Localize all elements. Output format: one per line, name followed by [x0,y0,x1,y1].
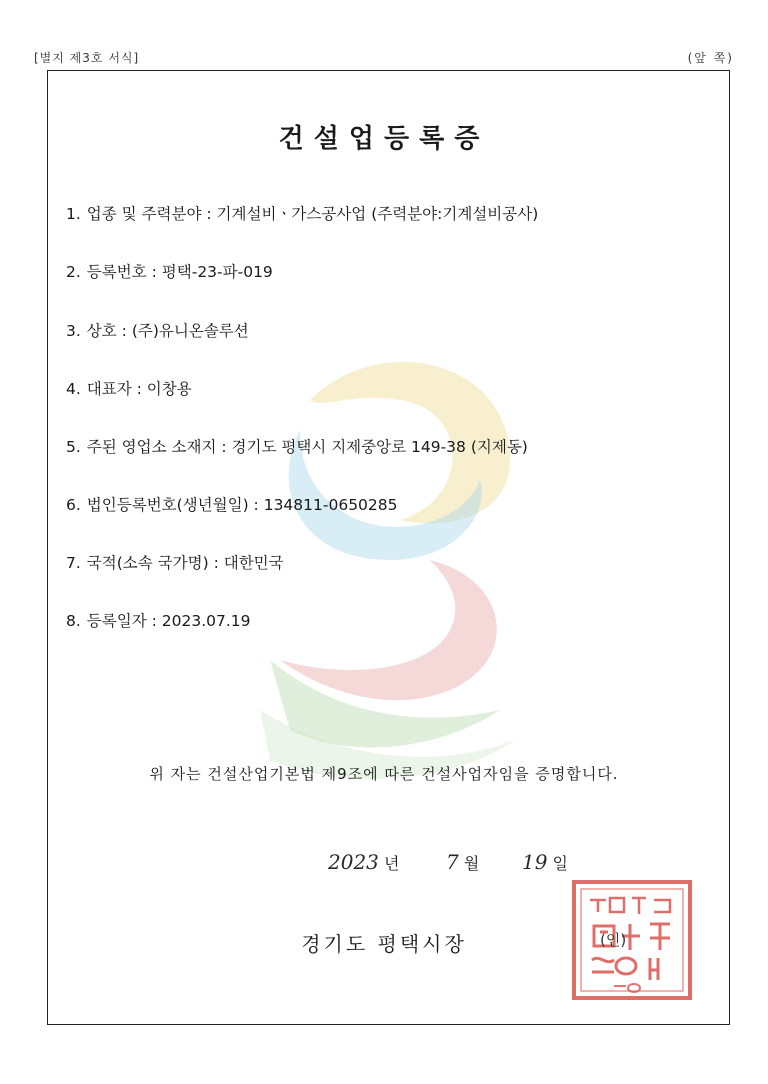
document-title: 건설업등록증 [278,124,490,154]
item-value: 134811-0650285 [263,496,398,514]
date-year [328,850,399,874]
date-year-unit: 년 [384,854,400,873]
item-value: 평택-23-파-019 [161,263,273,281]
item-number: 2. [66,263,81,281]
item-office-address: 5. 주된 영업소 소재지 : 경기도 평택시 지제중앙로 149-38 (지제동) [66,438,528,456]
date-day [522,850,568,874]
item-number: 1. [66,205,81,223]
date-day-unit: 일 [552,854,569,873]
item-label: 등록일자 [86,612,147,630]
item-corporate-number: 6. 법인등록번호(생년월일) : 134811-0650285 [66,496,398,514]
item-number: 3. [66,322,81,340]
item-label: 국적(소속 국가명) [86,554,209,572]
date-day-value: 19 [522,850,548,874]
item-value: 대한민국 [223,554,284,572]
issuer-name: 경기도 평택시장 [301,932,467,956]
date-month-unit: 월 [463,854,480,873]
date-year-value: 2023 [328,850,379,874]
seal-placeholder: (인) [600,931,627,949]
item-value: 2023.07.19 [161,612,251,630]
item-number: 6. [66,496,81,514]
official-seal [570,878,694,1002]
item-label: 법인등록번호(생년월일) [86,496,249,514]
item-number: 5. [66,438,81,456]
item-business-type: 1. 업종 및 주력분야 : 기계설비ㆍ가스공사업 (주력분야:기계설비공사) [66,205,539,223]
item-representative: 4. 대표자 : 이창용 [66,380,192,398]
item-company-name: 3. 상호 : (주)유니온솔루션 [66,322,249,340]
item-registration-date: 8. 등록일자 : 2023.07.19 [66,612,251,630]
item-label: 상호 [86,322,117,340]
item-label: 대표자 [86,380,132,398]
item-label: 등록번호 [86,263,147,281]
item-value: 경기도 평택시 지제중앙로 149-38 (지제동) [231,438,528,456]
item-label: 업종 및 주력분야 [86,205,202,223]
date-month-value: 7 [446,850,459,874]
item-value: 기계설비ㆍ가스공사업 (주력분야:기계설비공사) [216,205,539,223]
page-side-label: (앞 쪽) [687,51,734,65]
date-month [446,850,479,874]
certification-statement: 위 자는 건설산업기본법 제9조에 따른 건설사업자임을 증명합니다. [149,765,619,783]
item-number: 7. [66,554,81,572]
form-number: [별지 제3호 서식] [34,51,140,65]
item-registration-number: 2. 등록번호 : 평택-23-파-019 [66,263,273,281]
item-number: 4. [66,380,81,398]
item-nationality: 7. 국적(소속 국가명) : 대한민국 [66,554,284,572]
item-label: 주된 영업소 소재지 [86,438,217,456]
item-number: 8. [66,612,81,630]
item-value: (주)유니온솔루션 [131,322,249,340]
item-value: 이창용 [146,380,192,398]
